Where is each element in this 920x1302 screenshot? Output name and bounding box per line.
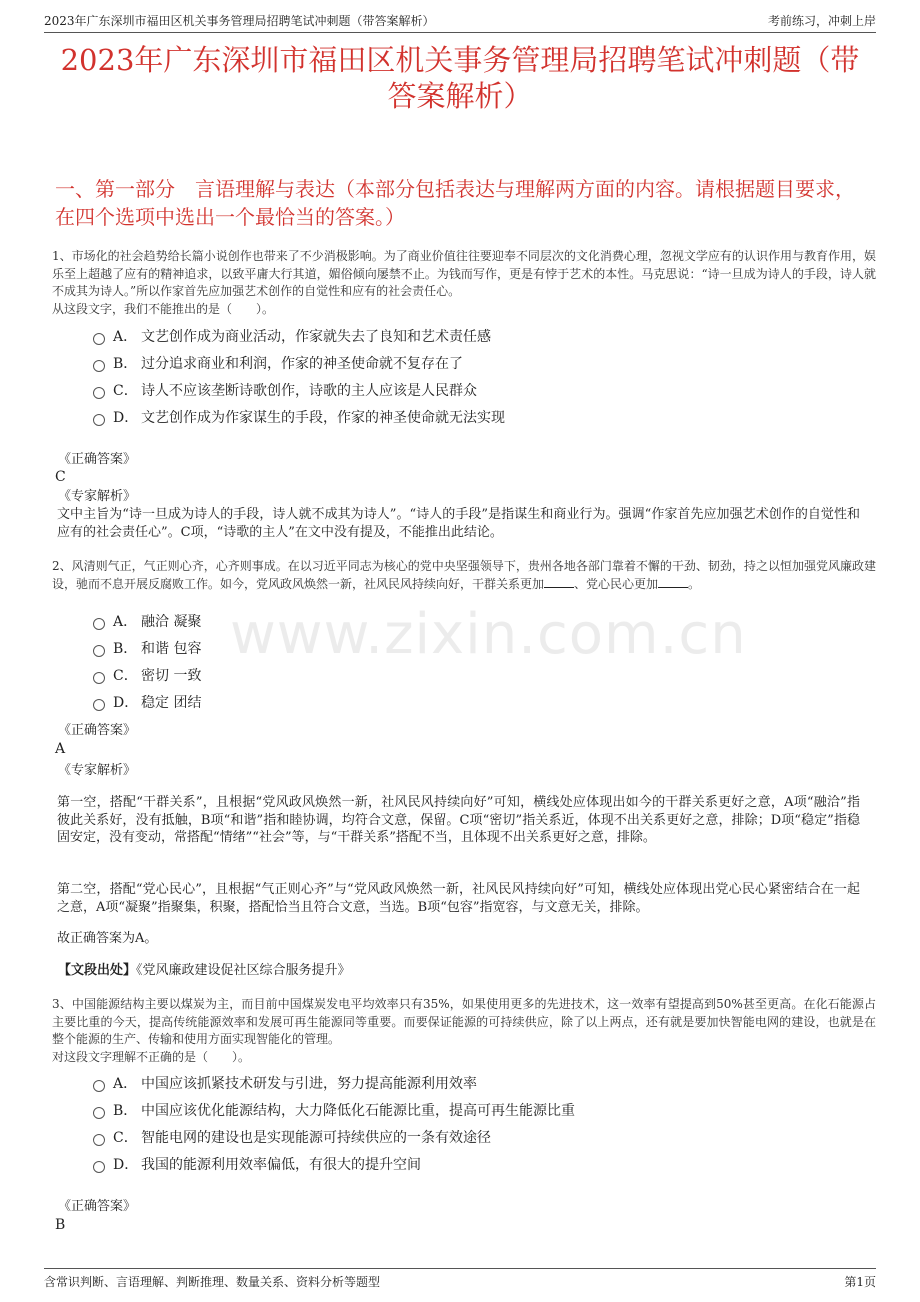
- page-header: [44, 10, 876, 33]
- option-text: 文艺创作成为商业活动，作家就失去了良知和艺术责任感: [141, 329, 491, 345]
- option-letter: A．: [113, 329, 138, 345]
- answer-label: 《正确答案》: [58, 723, 137, 738]
- question-1-option-d[interactable]: [93, 408, 860, 435]
- analysis-label: 《专家解析》: [58, 763, 137, 778]
- option-letter: A．: [113, 614, 138, 630]
- question-2-options: [93, 612, 860, 720]
- radio-icon[interactable]: [93, 387, 105, 399]
- radio-icon[interactable]: [93, 333, 105, 345]
- radio-icon[interactable]: [93, 699, 105, 711]
- question-1-option-a[interactable]: [93, 327, 860, 354]
- question-2-body-mid: 、党心民心更加: [574, 576, 659, 591]
- question-3-body: 3、中国能源结构主要以煤炭为主，而目前中国煤炭发电平均效率只有35%，如果使用更多的先进技术，这一效率有望提高到50%甚至更高。在化石能源占主要比重的今天，提高传统能源效率和发展可再生能源同等重要。而要保证能源的可持续供应，除了以上两点，还有就是要加快智能电网的建设，也就是在整个能源的生产、传输和使用方面实现智能化的管理。: [52, 997, 876, 1046]
- question-1-analysis: 文中主旨为“诗一旦成为诗人的手段，诗人就不成其为诗人”。“诗人的手段”是指谋生和商业行为。强调“作家首先应加强艺术创作的自觉性和应有的社会责任心”。C项，“诗歌的主人”在文中没有提及，不能推出此结论。: [57, 507, 860, 540]
- option-text: 过分追求商业和利润，作家的神圣使命就不复存在了: [141, 356, 463, 372]
- question-2-body-end: 。: [688, 576, 701, 591]
- option-letter: A．: [113, 1076, 138, 1092]
- option-letter: C．: [113, 668, 138, 684]
- option-letter: D．: [113, 410, 139, 426]
- question-2-analysis-2: 第二空，搭配“党心民心”，且根据“气正则心齐”与“党风政风焕然一新，社风民风持续向好”可知，横线处应体现出党心民心紧密结合在一起之意，A项“凝聚”指聚集，积聚，搭配恰当且符合文意，当选。B项“包容”指宽容，与文意无关，排除。: [57, 882, 860, 915]
- option-text: 密切 一致: [141, 668, 202, 684]
- option-letter: D．: [113, 695, 139, 711]
- radio-icon[interactable]: [93, 1161, 105, 1173]
- option-text: 我国的能源利用效率偏低，有很大的提升空间: [141, 1157, 421, 1173]
- radio-icon[interactable]: [93, 645, 105, 657]
- watermark: www.zixin.com.cn: [230, 602, 747, 667]
- option-text: 稳定 团结: [141, 695, 202, 711]
- question-2-analysis-1: 第一空，搭配“干群关系”，且根据“党风政风焕然一新，社风民风持续向好”可知，横线处应体现出如今的干群关系更好之意，A项“融洽”指彼此关系好，没有抵触，B项“和谐”指和睦协调，均符合文意，保留。C项“密切”指关系近，体现不出关系更好之意，排除；D项“稳定”指稳固安定，没有变动，常搭配“情绪”“社会”等，与“干群关系”搭配不当，且体现不出关系更好之意，排除。: [57, 795, 860, 845]
- fill-blank-2: [658, 587, 688, 588]
- question-2-option-b[interactable]: [93, 639, 860, 666]
- option-text: 智能电网的建设也是实现能源可持续供应的一条有效途径: [141, 1130, 491, 1146]
- option-letter: C．: [113, 1130, 138, 1146]
- header-title: 2023年广东深圳市福田区机关事务管理局招聘笔试冲刺题（带答案解析）: [44, 14, 435, 28]
- radio-icon[interactable]: [93, 672, 105, 684]
- question-2-text: [52, 558, 876, 593]
- option-letter: C．: [113, 383, 138, 399]
- question-1-text: [52, 248, 876, 318]
- question-2-option-d[interactable]: [93, 693, 860, 720]
- option-letter: B．: [113, 641, 138, 657]
- option-text: 中国应该抓紧技术研发与引进，努力提高能源利用效率: [141, 1076, 477, 1092]
- option-text: 文艺创作成为作家谋生的手段，作家的神圣使命就无法实现: [141, 410, 505, 426]
- question-3-prompt: 对这段文字理解不正确的是（ ）。: [52, 1049, 251, 1064]
- question-3-text: [52, 996, 876, 1066]
- analysis-label: 《专家解析》: [58, 489, 137, 504]
- option-text: 诗人不应该垄断诗歌创作，诗歌的主人应该是人民群众: [141, 383, 477, 399]
- option-text: 和谐 包容: [141, 641, 202, 657]
- question-2-source: [58, 962, 351, 980]
- question-2-analysis-3: 故正确答案为A。: [57, 931, 158, 946]
- question-1-option-c[interactable]: [93, 381, 860, 408]
- question-2-option-c[interactable]: [93, 666, 860, 693]
- question-1-answer: C: [55, 469, 66, 485]
- question-3-option-b[interactable]: [93, 1101, 860, 1128]
- question-3-option-d[interactable]: [93, 1155, 860, 1182]
- radio-icon[interactable]: [93, 1134, 105, 1146]
- answer-label: 《正确答案》: [58, 452, 137, 467]
- radio-icon[interactable]: [93, 1080, 105, 1092]
- question-1-prompt: 从这段文字，我们不能推出的是（ ）。: [52, 301, 275, 316]
- option-text: 融洽 凝聚: [141, 614, 202, 630]
- document-title: 2023年广东深圳市福田区机关事务管理局招聘笔试冲刺题（带答案解析）: [60, 43, 860, 113]
- question-3-option-c[interactable]: [93, 1128, 860, 1155]
- question-2-option-a[interactable]: [93, 612, 860, 639]
- fill-blank-1: [544, 587, 574, 588]
- radio-icon[interactable]: [93, 1107, 105, 1119]
- question-2-body: 2、风清则气正，气正则心齐，心齐则事成。在以习近平同志为核心的党中央坚强领导下，贵州各地各部门靠着不懈的干劲、韧劲，持之以恒加强党风廉政建设，驰而不息开展反腐败工作。如今，党风政风焕然一新，社风民风持续向好，干群关系更加: [52, 559, 876, 591]
- question-3-answer: B: [55, 1217, 66, 1233]
- option-letter: B．: [113, 1103, 138, 1119]
- header-slogan: 考前练习，冲刺上岸: [767, 14, 876, 28]
- page-number: 第1页: [844, 1275, 876, 1289]
- radio-icon[interactable]: [93, 414, 105, 426]
- question-1-body: 1、市场化的社会趋势给长篇小说创作也带来了不少消极影响。为了商业价值往往要迎奉不同层次的文化消费心理，忽视文学应有的认识作用与教育作用，娱乐至上超越了应有的精神追求，以致平庸大行其道，媚俗倾向屡禁不止。为钱而写作，更是有悖于艺术的本性。马克思说：“诗一旦成为诗人的手段，诗人就不成其为诗人。”所以作家首先应加强艺术创作的自觉性和应有的社会责任心。: [52, 249, 876, 298]
- radio-icon[interactable]: [93, 360, 105, 372]
- question-3-option-a[interactable]: [93, 1074, 860, 1101]
- option-letter: B．: [113, 356, 138, 372]
- question-1-options: [93, 327, 860, 435]
- question-2-answer: A: [55, 741, 66, 757]
- section-heading: 一、第一部分 言语理解与表达（本部分包括表达与理解两方面的内容。请根据题目要求，在四个选项中选出一个最恰当的答案。）: [55, 177, 855, 229]
- option-letter: D．: [113, 1157, 139, 1173]
- radio-icon[interactable]: [93, 618, 105, 630]
- question-3-options: [93, 1074, 860, 1182]
- page-footer: [44, 1268, 876, 1291]
- question-1-option-b[interactable]: [93, 354, 860, 381]
- source-title: 《党风廉政建设促社区综合服务提升》: [136, 963, 351, 978]
- answer-label: 《正确答案》: [58, 1199, 137, 1214]
- source-label: 【文段出处】: [58, 963, 137, 978]
- option-text: 中国应该优化能源结构，大力降低化石能源比重，提高可再生能源比重: [141, 1103, 575, 1119]
- footer-description: 含常识判断、言语理解、判断推理、数量关系、资料分析等题型: [44, 1275, 381, 1289]
